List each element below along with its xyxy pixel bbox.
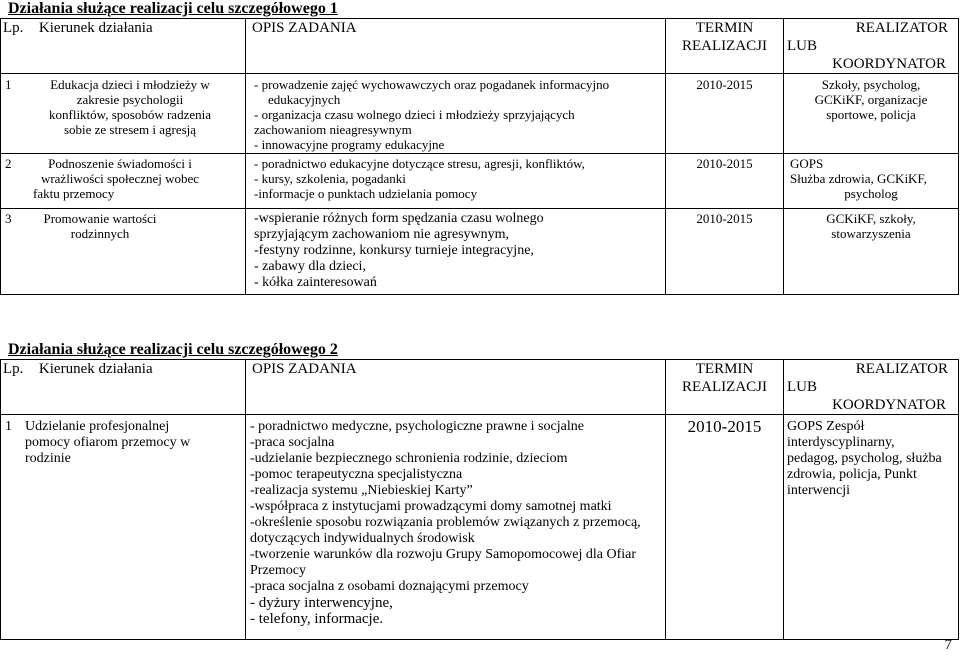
header-opis-cell — [246, 360, 666, 415]
kierunek-line: konfliktów, sposobów radzenia — [49, 107, 211, 122]
kierunek-cell — [1, 74, 246, 154]
header-termin-line-1: TERMIN — [695, 20, 754, 36]
opis-line: - innowacyjne programy edukacyjne — [254, 137, 445, 152]
termin-cell — [666, 154, 784, 209]
opis-line: -współpraca z instytucjami prowadzącymi domy samotnej matki — [250, 499, 612, 514]
header-realizator-line-1: REALIZATOR — [855, 20, 948, 36]
termin-value: 2010-2015 — [687, 417, 762, 436]
page-number: 7 — [944, 637, 952, 653]
table-header-row — [1, 19, 959, 74]
table-row — [1, 415, 959, 640]
header-opis-cell — [246, 19, 666, 74]
opis-line: edukacyjnych — [268, 92, 341, 107]
header-realizator-cell — [784, 360, 959, 415]
header-termin-cell — [666, 360, 784, 415]
opis-line: -realizacja systemu „Niebieskiej Karty” — [250, 483, 473, 498]
section-2-heading: Działania służące realizacji celu szczegółowego 2 — [8, 341, 338, 358]
opis-line: -festyny rodzinne, konkursy turnieje integracyjne, — [254, 243, 534, 258]
opis-line: -praca socjalna — [250, 435, 335, 450]
opis-line: - prowadzenie zajęć wychowawczych oraz pogadanek informacyjno — [254, 77, 610, 92]
opis-line: - telefony, informacje. — [250, 611, 384, 627]
kierunek-cell — [1, 154, 246, 209]
table-row — [1, 209, 959, 295]
opis-line: - kółka zainteresowań — [254, 275, 377, 290]
realizator-cell — [784, 74, 959, 154]
realizator-line: Służba zdrowia, GCKiKF, — [790, 171, 927, 186]
realizator-line: GOPS Zespół — [787, 419, 865, 434]
header-termin-line-1: TERMIN — [695, 361, 754, 377]
opis-line: - poradnictwo edukacyjne dotyczące stresu, agresji, konfliktów, — [254, 156, 585, 171]
header-kierunek: Kierunek działania — [38, 20, 153, 36]
realizator-line: Szkoły, psycholog, — [821, 77, 921, 92]
kierunek-line: pomocy ofiarom przemocy w — [25, 435, 191, 450]
header-realizator-line-1: REALIZATOR — [855, 361, 948, 377]
kierunek-line: rodzinnych — [70, 226, 130, 241]
opis-line: -udzielanie bezpiecznego schronienia rodzinie, dzieciom — [250, 451, 568, 466]
section-2-table — [0, 359, 959, 640]
termin-value: 2010-2015 — [696, 156, 753, 171]
opis-line: -pomoc terapeutyczna specjalistyczna — [250, 467, 463, 482]
termin-cell — [666, 74, 784, 154]
termin-value: 2010-2015 — [696, 77, 753, 92]
kierunek-line: sobie ze stresem i agresją — [63, 122, 197, 137]
kierunek-line: faktu przemocy — [33, 186, 115, 201]
kierunek-line: rodzinie — [25, 451, 71, 466]
header-termin-cell — [666, 19, 784, 74]
header-termin-line-2: REALIZACJI — [682, 379, 767, 395]
realizator-line: sportowe, policja — [826, 107, 916, 122]
row-number: 3 — [5, 211, 12, 226]
opis-line: -wspieranie różnych form spędzania czasu wolnego — [254, 211, 544, 226]
kierunek-cell — [1, 209, 246, 295]
header-lp: Lp. — [3, 361, 24, 377]
row-number: 2 — [5, 156, 12, 171]
header-realizator-line-2: LUB — [787, 38, 817, 54]
realizator-cell — [784, 415, 959, 640]
table-header-row — [1, 360, 959, 415]
table-row — [1, 154, 959, 209]
header-termin-line-2: REALIZACJI — [682, 38, 767, 54]
kierunek-line: Edukacja dzieci i młodzieży w — [50, 77, 210, 92]
termin-cell — [666, 209, 784, 295]
realizator-line: pedagog, psycholog, służba — [787, 451, 942, 466]
header-kierunek-cell — [1, 360, 246, 415]
kierunek-cell — [1, 415, 246, 640]
kierunek-line: Podnoszenie świadomości i — [48, 156, 192, 171]
header-realizator-line-3: KOORDYNATOR — [832, 397, 946, 413]
termin-value: 2010-2015 — [696, 211, 753, 226]
opis-cell — [246, 415, 666, 640]
opis-line: - zabawy dla dzieci, — [254, 259, 366, 274]
header-opis: OPIS ZADANIA — [252, 20, 357, 36]
opis-line: dotyczących indywidualnych środowisk — [250, 531, 475, 546]
section-1-heading: Działania służące realizacji celu szczegółowego 1 — [8, 0, 338, 17]
opis-line: - poradnictwo medyczne, psychologiczne prawne i socjalne — [250, 419, 584, 434]
realizator-line: GOPS — [790, 156, 824, 171]
realizator-line: zdrowia, policja, Punkt — [787, 467, 917, 482]
kierunek-line: zakresie psychologii — [76, 92, 184, 107]
realizator-line: interwencji — [787, 483, 850, 498]
header-lp: Lp. — [3, 20, 24, 36]
opis-line: sprzyjającym zachowaniom nie agresywnym, — [254, 227, 510, 242]
opis-line: -informacje o punktach udzielania pomocy — [254, 186, 478, 201]
realizator-line: GCKiKF, szkoły, — [826, 211, 916, 226]
opis-cell — [246, 209, 666, 295]
termin-cell — [666, 415, 784, 640]
realizator-line: GCKiKF, organizacje — [814, 92, 928, 107]
header-opis: OPIS ZADANIA — [252, 361, 357, 377]
opis-cell — [246, 74, 666, 154]
opis-line: Przemocy — [250, 563, 306, 578]
opis-line: -praca socjalna z osobami doznającymi przemocy — [250, 579, 529, 594]
opis-line: - dyżury interwencyjne, — [250, 595, 393, 611]
header-kierunek: Kierunek działania — [38, 361, 153, 377]
realizator-line: stowarzyszenia — [831, 226, 911, 241]
kierunek-line: Udzielanie profesjonalnej — [25, 419, 170, 434]
opis-line: -tworzenie warunków dla rozwoju Grupy Samopomocowej dla Ofiar — [250, 547, 637, 562]
header-realizator-cell — [784, 19, 959, 74]
row-number: 1 — [5, 77, 12, 92]
opis-line: - kursy, szkolenia, pogadanki — [254, 171, 406, 186]
section-1-table — [0, 18, 959, 295]
row-number: 1 — [5, 419, 12, 434]
opis-line: zachowaniom nieagresywnym — [254, 122, 412, 137]
realizator-line: interdyscyplinarny, — [787, 435, 895, 450]
realizator-line: psycholog — [844, 186, 898, 201]
header-realizator-line-3: KOORDYNATOR — [832, 56, 946, 72]
opis-cell — [246, 154, 666, 209]
header-kierunek-cell — [1, 19, 246, 74]
opis-line: -określenie sposobu rozwiązania problemów związanych z przemocą, — [250, 515, 641, 530]
realizator-cell — [784, 209, 959, 295]
opis-line: - organizacja czasu wolnego dzieci i młodzieży sprzyjających — [254, 107, 575, 122]
header-realizator-line-2: LUB — [787, 379, 817, 395]
kierunek-line: wrażliwości społecznej wobec — [40, 171, 200, 186]
table-row — [1, 74, 959, 154]
kierunek-line: Promowanie wartości — [43, 211, 157, 226]
realizator-cell — [784, 154, 959, 209]
